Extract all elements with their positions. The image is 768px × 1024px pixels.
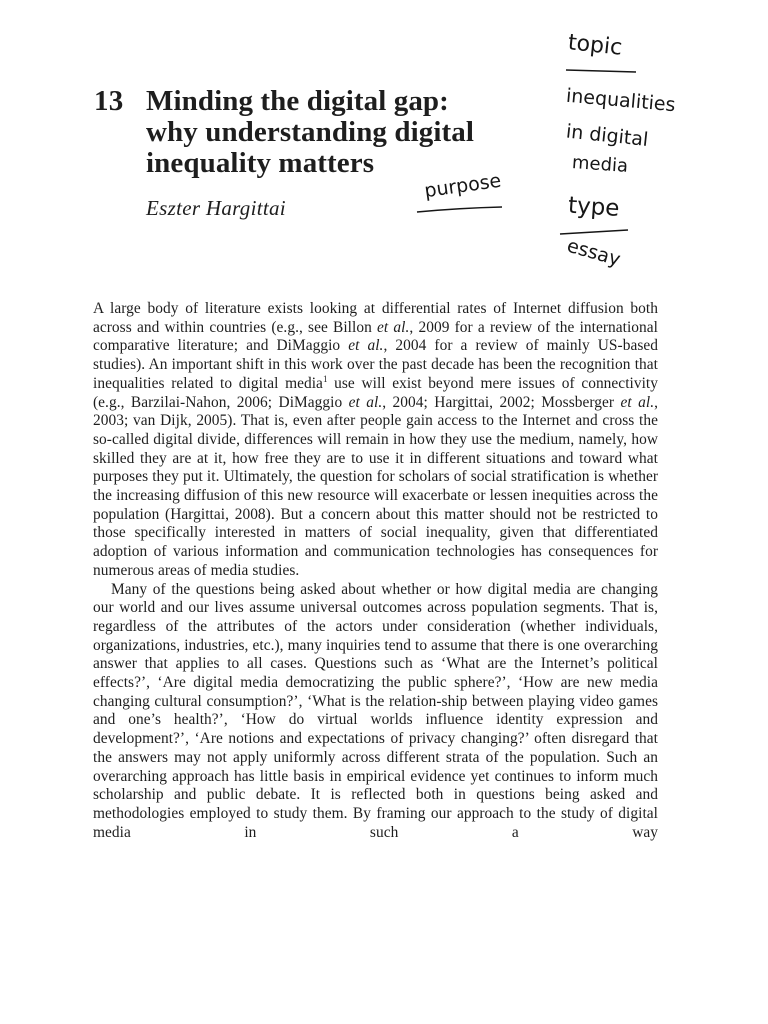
handwritten-topic-line: in digital — [565, 120, 650, 152]
chapter-title-line: Minding the digital gap: — [146, 85, 449, 117]
handwritten-topic-line: inequalities — [565, 84, 677, 117]
italic-run: et al. — [348, 393, 383, 411]
chapter-number: 13 — [94, 85, 124, 117]
chapter-title-line: inequality matters — [146, 147, 375, 179]
text-run: , 2009 for a review of the international comparative literature; and DiMaggio — [93, 318, 658, 355]
text-run: A large body of literature exists looking at differential rates of Internet diffusion both across and within countries (e.g., see Billon — [93, 300, 658, 336]
chapter-title — [146, 86, 546, 179]
text-run: , 2004 for a review of mainly US-based studies). An important shift in this work over the past decade has been the recognition that inequalities related to digital media — [93, 337, 658, 392]
italic-run: et al. — [377, 318, 410, 336]
chapter-title-line: why understanding digital — [146, 116, 475, 148]
handwritten-underline — [566, 70, 636, 72]
handwritten-type-label: type — [567, 192, 621, 223]
handwritten-type-value: essay — [564, 234, 623, 271]
italic-run: et al. — [620, 393, 655, 411]
handwritten-underline — [560, 230, 628, 234]
handwritten-purpose-label: purpose — [423, 169, 503, 203]
chapter-author: Eszter Hargittai — [146, 196, 286, 220]
text-run: , 2004; Hargittai, 2002; Mossberger — [382, 393, 621, 411]
handwritten-underline — [417, 207, 502, 212]
italic-run: et al. — [348, 337, 384, 355]
paragraph: Many of the questions being asked about whether or how digital media are changing our world and our lives assume universal outcomes across population segments. That is, regardless of the attributes of the actors under consideration (whether individuals, organizations, industries, etc.), many inquiries tend to assume that there is one overarching answer that applies to all cases. Questions such as ‘What are the Internet’s political effects?’, ‘Are digital media democratizing the public sphere?’, ‘How are new media changing cultural consumption?’, ‘What is the relation-ship between playing video games and one’s health?’, ‘How do virtual worlds influence identity expression and development?’, ‘Are notions and expectations of privacy changing?’ often disregard that the answers may not apply uniformly across different strata of the population. Such an overarching approach has little basis in empirical evidence yet continues to inform much scholarship and public debate. It is reflected both in questions being asked and methodologies employed to study them. By framing our approach to the study of digital media in such a way — [93, 580, 658, 841]
text-run: , 2003; van Dijk, 2005). That is, even after people gain access to the Internet and cross the so-called digital divide, differences will remain in how they use the medium, namely, how skilled they are at it, how free they are to use it in different situations and toward what purposes they put it. Ultimately, the question for scholars of social stratification is whether the increasing diffusion of this new resource will exacerbate or lessen inequities across the population (Hargittai, 2008). But a concern about this matter should not be restricted to those specifically interested in matters of social inequality, given that differentiated adoption of various information and communication technologies has consequences for numerous areas of media studies. — [93, 393, 659, 579]
handwritten-topic-label: topic — [566, 30, 624, 61]
handwritten-topic-line: media — [571, 152, 629, 177]
text-run: use will exist beyond mere issues of connectivity (e.g., Barzilai-Nahon, 2006; DiMaggio — [93, 374, 658, 411]
paragraph — [93, 300, 658, 581]
footnote-marker: 1 — [322, 373, 328, 384]
body-text — [93, 300, 658, 842]
